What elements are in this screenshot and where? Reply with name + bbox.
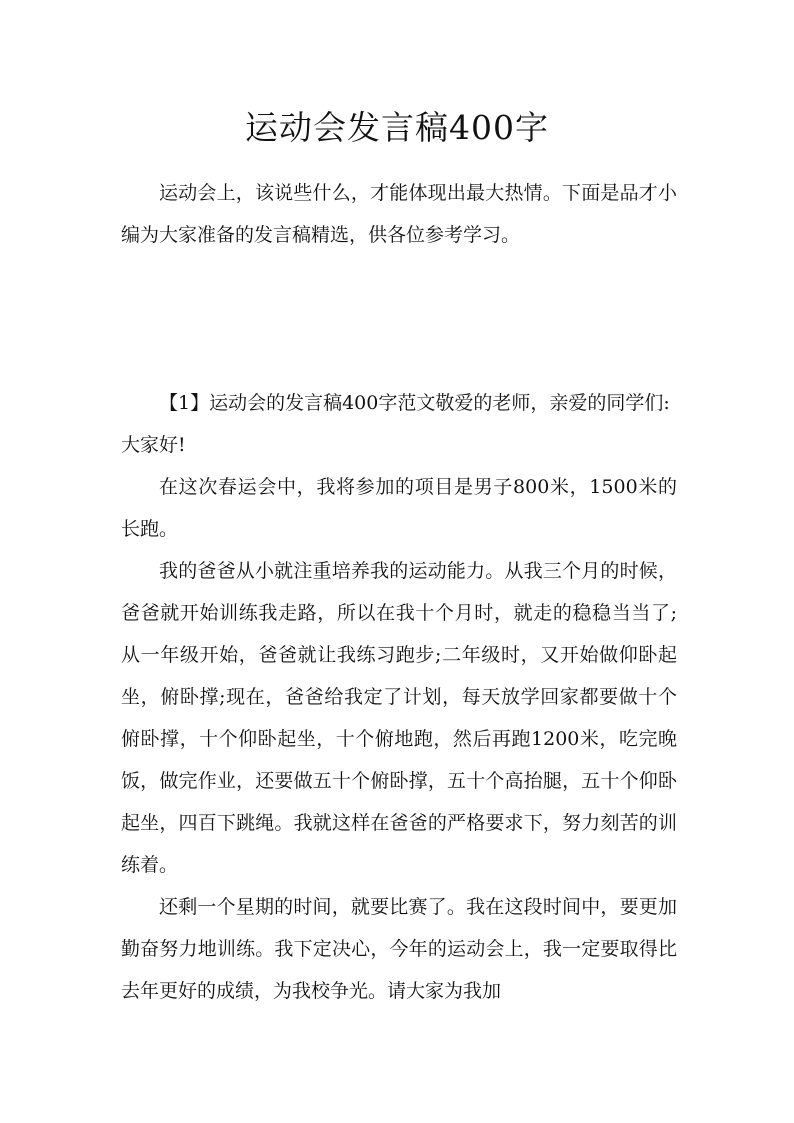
document-body [121,172,677,1012]
body-paragraph: 我的爸爸从小就注重培养我的运动能力。从我三个月的时候，爸爸就开始训练我走路，所以在我十个月时，就走的稳稳当当了;从一年级开始，爸爸就让我练习跑步;二年级时，又开始做仰卧起坐，俯卧撑;现在，爸爸给我定了计划，每天放学回家都要做十个俯卧撑，十个仰卧起坐，十个俯地跑，然后再跑1200米，吃完晚饭，做完作业，还要做五十个俯卧撑，五十个高抬腿，五十个仰卧起坐，四百下跳绳。我就这样在爸爸的严格要求下，努力刻苦的训练着。 [121,560,677,876]
greeting-paragraph: 大家好! [121,434,186,456]
body-paragraph: 还剩一个星期的时间，就要比赛了。我在这段时间中，要更加勤奋努力地训练。我下定决心，今年的运动会上，我一定要取得比去年更好的成绩，为我校争光。请大家为我加 [121,896,677,1002]
intro-paragraph: 运动会上，该说些什么，才能体现出最大热情。下面是品才小编为大家准备的发言稿精选，供各位参考学习。 [121,182,677,246]
body-paragraph: 在这次春运会中，我将参加的项目是男子800米，1500米的长跑。 [121,476,677,540]
section-heading-paragraph: 【1】运动会的发言稿400字范文敬爱的老师，亲爱的同学们: [159,392,670,414]
blank-space [121,256,677,382]
document-title: 运动会发言稿400字 [245,108,549,147]
